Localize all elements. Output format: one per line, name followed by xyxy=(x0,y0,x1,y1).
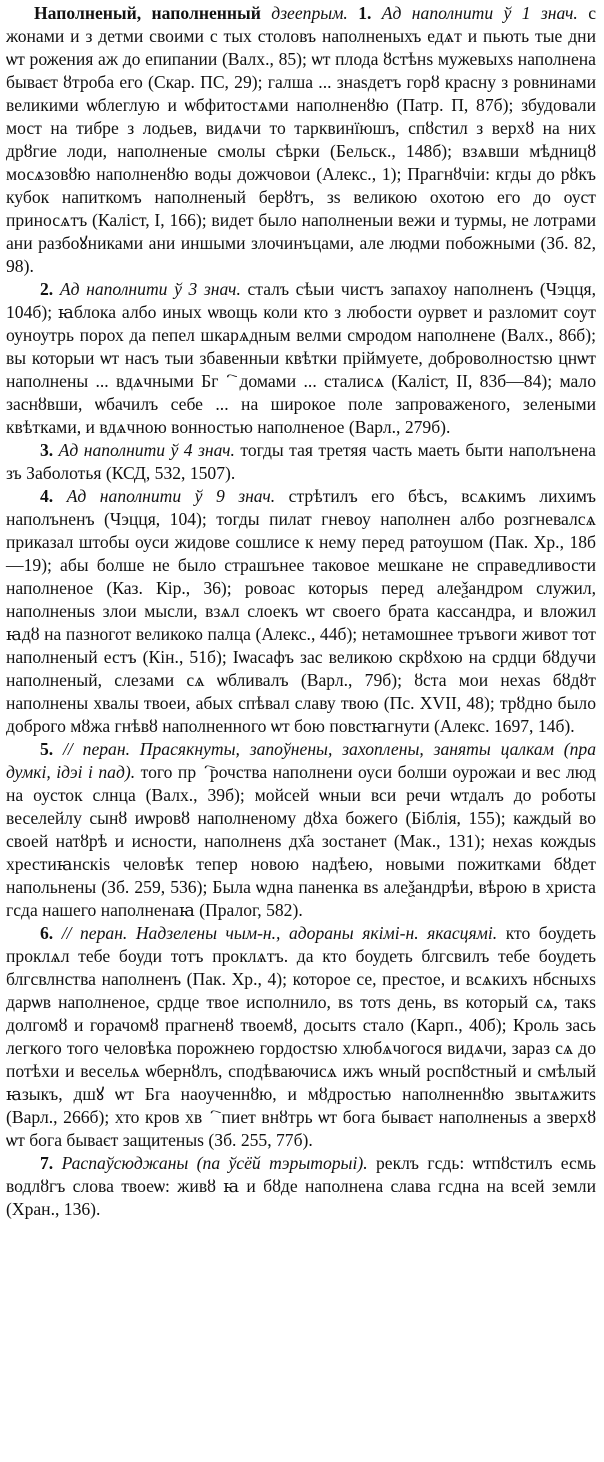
sense-definition: Ад наполнити ў 3 знач. xyxy=(59,279,241,299)
headword: Наполненый, наполненный xyxy=(34,3,261,23)
sense-number: 7. xyxy=(40,1153,54,1173)
sense-definition: // перан. Надзелены чым-н., адораны якімі-н. якасцямі. xyxy=(61,923,498,943)
sense-definition: Распаўсюджаны (па ўсёй тэрыторыі). xyxy=(61,1153,368,1173)
sense-citations: того прⷪ҇рочства наполнени оуси болши оурожаи и вес люд на оусток слнца (Валх., 39б); мойсей ѡныи вси речи ѡтдалъ до роботы веселейлу сынȣ иѡровȣ наполненому дȣха божего (Бiблiя, 155); каждый во своей натȣрѣ и исности, наполненs дх҃а зостанет (Мак., 131); нехаs кождыs хрестиꙗнскiѕ человѣк тепер новою надѣею, новыми пожитками бȣдет напольнены (Зб. 259, 536); Была ѡдна паненка вs алеѯандрѣи, вѣрою в христа гсда нашего наполненаꙗ (Пралог, 582). xyxy=(6,762,596,920)
sense-citations: с жонами и з детми своими с тых столовъ наполненыхъ едѧт и пьють тые дни ѡт рожения аж до епипании (Валх., 85); ѡт плода ȣстѣнs мужевыхs наполнена бываєт ȣтроба его (Скар. ПС, 29); галша ... знаѕдетъ горȣ красну з ровнинами великими ѡблеглую и ѡбфитостѧми наполненȣю (Патр. П, 87б); збудовали мост на тибре з лодьев, видѧчи то тарквинїюшъ, спȣстил з верхȣ на них дрȣгие лоди, наполненые смолы сѣрки (Бельск., 148б); взѧвши мѣдницȣ мосѧзовȣю наполненȣю воды дожчовои (Алекс., 1); Прагнȣчiи: кгды до рȣкъ кубок напиткомъ наполненый берȣтъ, зs великою охотою его до оуст приносѧтъ (Калiст, I, 166); видет было наполненыи вежи и турмы, не лотрами ани разбоꙋниками ани иншыми злочинъцами, але людми побожными (Зб. 82, 98). xyxy=(6,3,597,276)
sense-citations: тогды тая третяя часть маеть быти наполънена зъ Заболотья (КСД, 532, 1507). xyxy=(6,440,596,483)
sense-definition: // перан. Прасякнуты, запоўнены, захоплены, заняты цалкам (пра думкі, ідэі і пад). xyxy=(6,739,596,782)
sense-citations: стрѣтилъ его бѣсъ, всѧкимъ лихимъ наполъненъ (Чэцця, 104); тогды пилат гневоу наполнен албо розгневалсѧ приказал штобы оуси жидове сошлисе к нему перед ратоушом (Пак. Хр., 18б—19); абы болше не было страшънее таковое мешкане не справедливости наполненое (Каз. Кiр., 36); ровоас которыs перед алеѯандром служил, наполненыs злои мысли, взѧл слоекъ ѡт своего брата кассандра, и вложил ꙗдȣ на пазногот великоко палца (Алекс., 44б); нетамошнее тръвоги живот тот наполненый естъ (Кiн., 51б); Іѡасафъ зас великою скрȣхою на срдци бȣдучи наполненый, слезами сѧ ѡбливалъ (Варл., 79б); ȣста мои нехаs бȣдȣт наполнены хвалы твоеи, абых спѣвал славу твою (Пс. XVII, 48); трȣдно было доброго мȣжа гнѣвȣ наполненного ѡт бою повстꙗгнути (Алекс. 1697, 14б). xyxy=(6,486,596,736)
sense-citations: кто боудеть проклѧл тебе боуди тотъ проклѧтъ. да кто боудеть блгсвилъ тебе боудеть блгсвлнства наполненъ (Пак. Хр., 4); которое се, престое, и всѧкихъ нбсныхs дарѡв наполненое, срдце твое исполнило, вs тотs день, вs который сѧ, такs долгомȣ и горачомȣ прагненȣ твоемȣ, досытs стало (Карп., 40б); Кроль зась легкого того человѣка порожнею гордостsю хлюбѧчогося видѧчи, зараз сѧ до потѣхи и весельѧ ѡбернȣлъ, сподѣваючисѧ ижъ ѡный роспȣстный и смѣлый ꙗзыкъ, дшꙋ ѡт Бга наоученнȣю, и мȣдростью наполненнȣю звытѧжитs (Варл., 266б); хто кров хвⷪ҇ пиет внȣтрь ѡт бога бываєт наполненыs а зверхȣ ѡт бога бываєт защитеныs (Зб. 255, 77б). xyxy=(6,923,597,1150)
sense-6-paragraph xyxy=(6,922,596,1152)
sense-number: 6. xyxy=(40,923,54,943)
sense-citations: сталъ сѣыи чистъ запахоу наполненъ (Чэцця, 104б); ꙗблока албо иных ѡвощь коли кто з любости оурвет и разломит соут оуноутрь порох да пепел шкарѧдным велми смродом наполнене (Валх., 86б); вы которыи ѡт насъ тыи збавенныи квѣтки прiймуете, доброволностsю цнѡт наполнены ... вдѧчными Бгⷪ҇ домами ... сталисѧ (Калiст, II, 83б—84); мало заснȣвши, ѡбачилъ себе ... на широкое поле запроваженого, зелеными квѣтками, и вдѧчною вонностью наполненое (Варл., 279б). xyxy=(6,279,597,437)
sense-2-paragraph xyxy=(6,278,596,439)
sense-7-paragraph xyxy=(6,1152,596,1221)
sense-3-paragraph xyxy=(6,439,596,485)
grammar-label: дзеeпрым. xyxy=(271,3,348,23)
sense-citations: реклъ гсдь: ѡтпȣстилъ есмь водлȣгъ слова твоеѡ: живȣ ꙗ и бȣде наполнена слава гсдна на всей земли (Хран., 136). xyxy=(6,1153,596,1219)
sense-definition: Ад наполнити ў 4 знач. xyxy=(58,440,235,460)
sense-5-paragraph xyxy=(6,738,596,922)
sense-number: 5. xyxy=(40,739,54,759)
sense-number: 3. xyxy=(40,440,54,460)
sense-number: 4. xyxy=(40,486,54,506)
sense-definition: Ад наполнити ў 1 знач. xyxy=(381,3,578,23)
sense-definition: Ад наполнити ў 9 знач. xyxy=(66,486,276,506)
sense-number: 2. xyxy=(40,279,54,299)
sense-1-paragraph xyxy=(6,2,596,278)
sense-4-paragraph xyxy=(6,485,596,738)
sense-number: 1. xyxy=(358,3,372,23)
